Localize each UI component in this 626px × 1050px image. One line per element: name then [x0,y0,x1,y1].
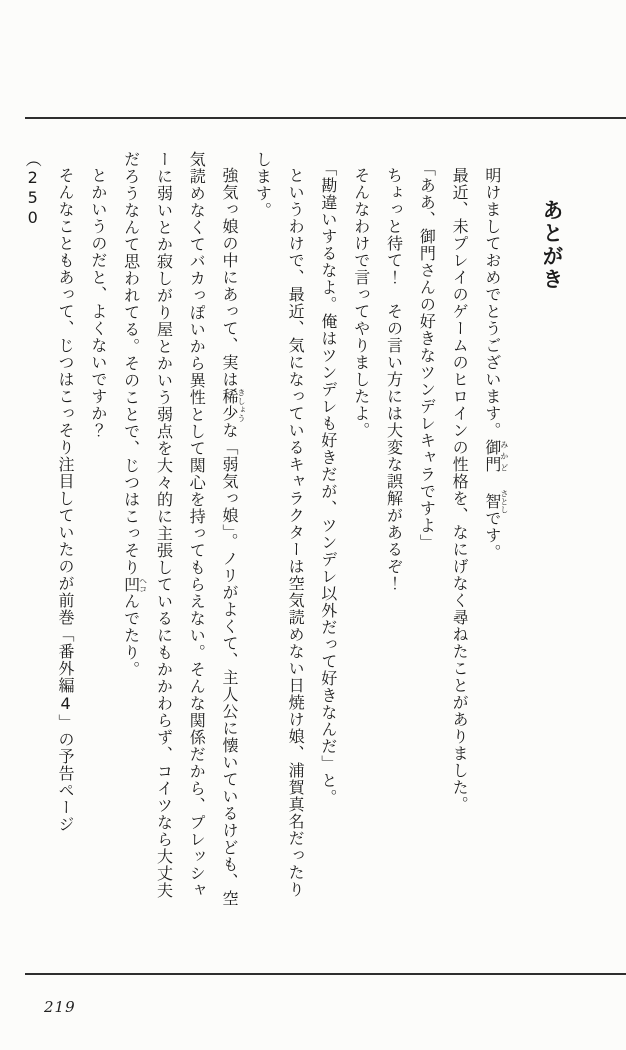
afterword-body [15,151,508,907]
paragraph: そんなこともあって、じつはこっそり注目していたのが前巻「番外編4」の予告ページ（250 [23,151,76,833]
top-rule [25,117,626,119]
furigana-term: 稀少きしょう [220,388,247,422]
furigana-term: 凹ヘコ [121,576,148,593]
bottom-rule [25,973,626,975]
paragraph: ちょっと待て！ その言い方には大変な誤解があるぞ！ [384,167,404,592]
paragraph: というわけで、最近、気になっているキャラクターは空気読めない日焼け娘、浦賀真名だったりします。 [253,151,306,898]
furigana-term: 智さとし [482,489,509,514]
paragraph: 「ああ、御門さんの好きなツンデレキャラですよ」 [417,159,437,551]
afterword-text-block [15,151,568,907]
page-number: 219 [44,998,76,1016]
paragraph: 「勘違いするなよ。俺はツンデレも好きだが、ツンデレ以外だって好きなんだ」と。 [318,159,338,806]
paragraph: とかいうのだと、よくないですか？ [88,167,108,439]
furigana-term: 御門みかど [482,439,509,473]
paragraph: そんなわけで言ってやりましたよ。 [351,167,371,439]
paragraph: 明けましておめでとうございます。御門みかど 智さとしです。 [482,167,509,561]
afterword-title: あとがき [540,199,564,291]
paragraph: 最近、未プレイのゲームのヒロインの性格を、なにげなく尋ねたことがありました。 [450,167,470,813]
paragraph: 強気っ娘の中にあって、実は稀少きしょうな「弱気っ娘」。ノリがよくて、主人公に懐いているけども、空気読めなくてバカっぽいから異性として関心を持ってもらえない。そんな関係だから、プレッシャーに弱いとか寂しがり屋とかいう弱点を大々的に主張しているにもかかわらず、コイツなら大丈夫だろうなんて思われてる。そのことで、じつはこっそり凹ヘコんでたり。 [121,151,247,907]
